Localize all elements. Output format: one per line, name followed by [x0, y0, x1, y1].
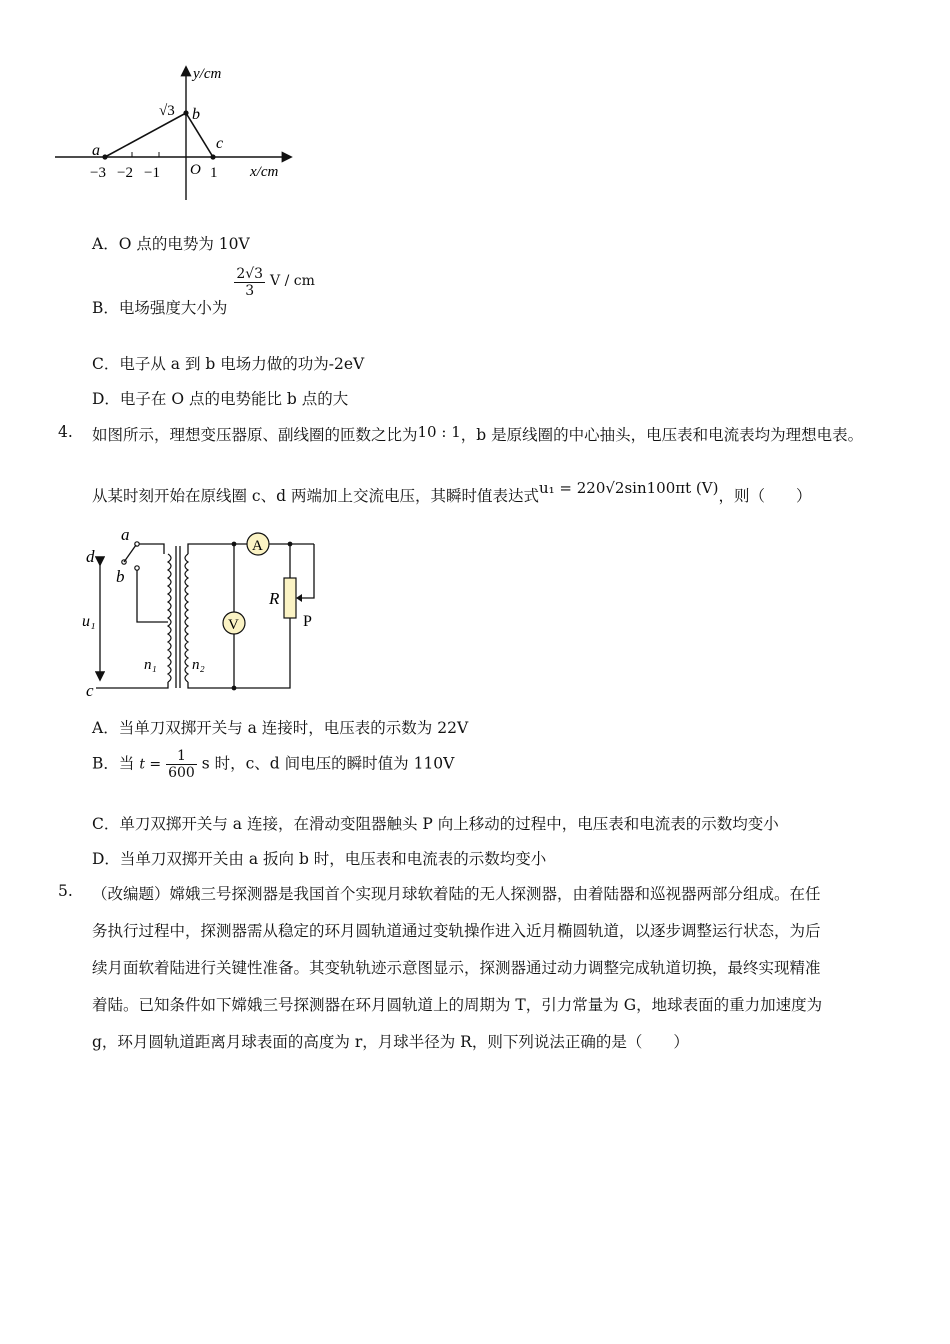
primary-coil: [168, 554, 171, 682]
n2-label: n₂: [192, 657, 205, 673]
u1-label: u₁: [82, 613, 96, 630]
q4-number: 4.: [58, 423, 73, 441]
fraction-denominator: 600: [168, 765, 195, 782]
slider-p: [296, 594, 302, 602]
secondary-coil: [185, 554, 188, 682]
q4-stem-line1: [92, 423, 863, 445]
turns-ratio: 10 : 1: [417, 423, 461, 441]
sqrt3-label: √3: [159, 103, 175, 119]
q3-option-b: [92, 266, 315, 317]
q4-option-b-fraction: [166, 748, 197, 781]
q4-option-c: C．单刀双掷开关与 a 连接，在滑动变阻器触头 P 向上移动的过程中，电压表和电流表的示数均变小: [92, 815, 779, 833]
fraction-numerator: 2√3: [236, 266, 264, 282]
point-c-label: c: [216, 135, 224, 152]
terminal-a-label: a: [121, 525, 130, 544]
switch-blade: [124, 545, 136, 562]
origin-label: O: [190, 162, 201, 178]
point-a-label: a: [92, 142, 100, 159]
resistor-label: R: [269, 589, 280, 608]
y-axis-label: y/cm: [193, 66, 222, 82]
tick-label: 1: [210, 165, 218, 181]
q5-line: g，环月圆轨道距离月球表面的高度为 r，月球半径为 R，则下列说法正确的是（ ）: [92, 1033, 689, 1051]
fraction-denominator: 3: [245, 283, 255, 300]
voltmeter-label: V: [228, 617, 239, 633]
coordinate-figure: [50, 60, 310, 210]
q4-stem-text: 如图所示，理想变压器原、副线圈的匝数之比为: [92, 426, 418, 444]
q4-stem-line2: [92, 479, 812, 506]
slider-label: P: [303, 613, 312, 630]
q5-line: 务执行过程中，探测器需从稳定的环月圆轨道通过变轨操作进入近月椭圆轨道，以逐步调整运行状态，为后: [92, 922, 821, 940]
terminal-c-label: c: [86, 681, 94, 700]
ammeter-label: A: [252, 538, 263, 554]
q4-option-b-prefix: B．当: [92, 754, 135, 773]
q4-option-d: D．当单刀双掷开关由 a 扳向 b 时，电压表和电流表的示数均变小: [92, 850, 547, 868]
x-axis-label: x/cm: [250, 164, 279, 180]
q5-number: 5.: [58, 882, 73, 900]
rheostat: [284, 578, 296, 618]
point-b-label: b: [192, 106, 200, 123]
tick-label: −1: [144, 165, 160, 181]
q3-option-b-fraction: [234, 266, 265, 299]
q5-line: 着陆。已知条件如下嫦娥三号探测器在环月圆轨道上的周期为 T，引力常量为 G，地球表面的重力加速度为: [92, 996, 823, 1014]
q5-line: （改编题）嫦娥三号探测器是我国首个实现月球软着陆的无人探测器，由着陆器和巡视器两部分组成。在任: [92, 885, 821, 903]
q4-stem-text: 从某时刻开始在原线圈 c、d 两端加上交流电压，其瞬时值表达式: [92, 487, 539, 505]
q3-option-a: A．O 点的电势为 10V: [92, 235, 250, 253]
q5-line: 续月面软着陆进行关键性准备。其变轨轨迹示意图显示，探测器通过动力调整完成轨道切换，最终实现精准: [92, 959, 821, 977]
transformer-circuit: [76, 524, 336, 700]
q4-option-a: A．当单刀双掷开关与 a 连接时，电压表的示数为 22V: [92, 719, 469, 737]
terminal-d-label: d: [86, 547, 95, 566]
q4-option-b: [92, 748, 454, 781]
tick-label: −2: [117, 165, 133, 181]
q3-option-d: D．电子在 O 点的电势能比 b 点的大: [92, 390, 349, 408]
q3-option-b-prefix: B．电场强度大小为: [92, 298, 228, 317]
q3-option-c: C．电子从 a 到 b 电场力做的功为-2eV: [92, 355, 365, 373]
n1-label: n₁: [144, 657, 157, 673]
time-var: t =: [139, 756, 162, 773]
q4-stem-text: ，则（ ）: [718, 487, 812, 505]
segment-ab: [105, 113, 186, 157]
q4-stem-text: ，b 是原线圈的中心抽头，电压表和电流表均为理想电表。: [460, 426, 864, 444]
point-a-dot: [102, 154, 107, 159]
q4-option-b-suffix: s 时，c、d 间电压的瞬时值为 110V: [201, 754, 455, 773]
point-b-dot: [183, 110, 188, 115]
terminal-b-label: b: [116, 567, 125, 586]
tick-label: −3: [90, 165, 106, 181]
voltage-formula: u₁ = 220√2sin100πt (V): [538, 479, 719, 497]
fraction-numerator: 1: [166, 748, 197, 765]
point-c-dot: [210, 154, 215, 159]
q3-option-b-unit: V / cm: [270, 272, 315, 289]
